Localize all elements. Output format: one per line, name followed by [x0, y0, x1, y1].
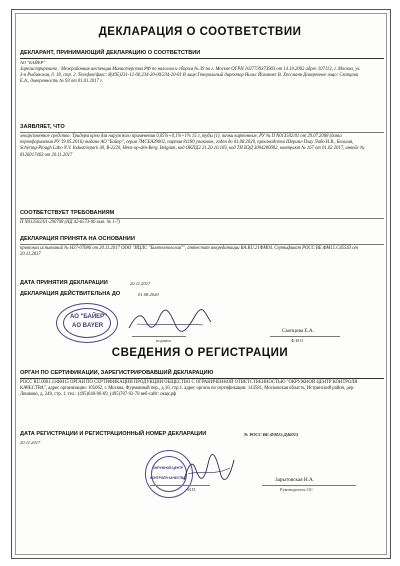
head-name: Зарытовская Н.А. [275, 477, 315, 483]
declarant-name: АО "БАЙЕР" [20, 60, 46, 65]
accepted-date: 20.11.2017 [130, 281, 151, 286]
valid-label: ДЕКЛАРАЦИЯ ДЕЙСТВИТЕЛЬНА ДО [20, 291, 121, 297]
states-heading: ЗАЯВЛЯЕТ, ЧТО [20, 124, 65, 130]
certification-stamp-bottom: КОНТРОЛЯ КАЧЕСТВА [150, 476, 186, 480]
divider [20, 58, 384, 59]
head-signature-line [150, 485, 210, 486]
name-line [270, 336, 340, 337]
company-stamp-top: АО "БАЙЕР" [70, 314, 108, 320]
accepted-label: ДАТА ПРИНЯТИЯ ДЕКЛАРАЦИИ [20, 280, 108, 286]
declaration-title: ДЕКЛАРАЦИЯ О СООТВЕТСТВИИ [98, 26, 302, 38]
declarant-text: Зарегистрировано : Межрайонная инспекция Министерства РФ по налогам и сборам № 39 по г. Москве ОГРН 1027739373903 от 14.10.2002 адрес 107113, г. Москва, ул. 3-я Рыбинская, д. 18, стр. 2. Телефон/факс: 8(495)231-12-00,234-20-00/234-20-01 В лице:Генеральный директор Нильс Йоханнес В. Хессманн Доверенное лицо: Скопцова Е.А., доверенность № 93 от 01.01.2017 г. [20, 67, 361, 85]
name-caption: Ф.И.О [291, 338, 304, 343]
registration-date: 20.11.2017 [20, 440, 41, 445]
head-name-line [262, 485, 356, 486]
states-text: лекарственное средство: Тридерм крем для наружного применения 0,05%+0,1%+1% 15 г, тубы (1), пачки картонные, РУ № П N013502/01 от 29.07.2008 (дата переоформления РУ 19.05.2016) выдано АО "Байер", серия 7MCEA39002, партия 81180 упаковок, годен до 01.08.2020, производства Шеринг-Плау Лабо Н.В., Бельгия, Schering-Plough Labo N.V. Industriepark 30, B-2220, Heist-op-den-Berg, Belgium, код ОКПД2 21.20.10.169, код ТН ВЭД 3004200002, контракт № 167 от 01.02.2017, инвойс № 8126017463 от 20.11.2017 [20, 134, 365, 158]
registration-date-heading: ДАТА РЕГИСТРАЦИИ И РЕГИСТРАЦИОННЫЙ НОМЕР ДЕКЛАРАЦИИ [20, 431, 207, 437]
declarant-heading: ДЕКЛАРАНТ, ПРИНИМАЮЩИЙ ДЕКЛАРАЦИЮ О СООТВЕТСТВИИ [20, 50, 201, 56]
head-caption: Руководитель ОС [280, 487, 313, 492]
divider [20, 244, 384, 245]
basis-text: протокол испытаний № Н37-07086 от 20.11.2017 ООО "ИЦЛС "Биотехнологии"", аттестат аккредитации RA.RU.21ФМ04. Сертификат РОСС BE.ФМ15.C45543 от 20.11.2017 [20, 246, 358, 258]
stamp-caption: М.П. [187, 487, 197, 492]
divider [20, 218, 384, 219]
certification-body-text: РОСС RU.0001.11ФМ15 ОРГАН ПО СЕРТИФИКАЦИИ ПРОДУКЦИИ ОБЩЕСТВО С ОГРАНИЧЕННОЙ ОТВЕТСТВЕННОСТЬЮ "ОКРУЖНОЙ ЦЕНТР КОНТРОЛЯ КАЧЕСТВА", адрес организации: 105062, г. Москва, Фурманный пер., д.10, стр.1. адрес органа по сертификации: 143581, Московская область, Истринский район, дер. Лешково, д. 248, стр. 1, тел.: (495)640-96-69, (495)787-92-78 веб-сайт: oкцк.рф [20, 380, 358, 398]
registration-title: СВЕДЕНИЯ О РЕГИСТРАЦИИ [111, 347, 289, 359]
declarant-signature [125, 306, 215, 336]
company-stamp-bottom: AO BAYER [72, 323, 104, 329]
certification-stamp-top: ОКРУЖНОЙ ЦЕНТР [153, 466, 184, 470]
registration-number: № РОСС BE.ФМ15.Д46015 [244, 432, 299, 437]
divider [20, 378, 384, 379]
signature-line [132, 336, 186, 337]
requirements-heading: СООТВЕТСТВУЕТ ТРЕБОВАНИЯМ [20, 210, 115, 216]
requirements-text: П N013502/01-290708 (НД 42-6573-06 вып. № 1-7) [20, 220, 120, 225]
divider [20, 132, 384, 133]
certification-body-heading: ОРГАН ПО СЕРТИФИКАЦИИ, ЗАРЕГИСТРИРОВАВШИЙ ДЕКЛАРАЦИЮ [20, 370, 214, 376]
basis-heading: ДЕКЛАРАЦИЯ ПРИНЯТА НА ОСНОВАНИИ [20, 236, 135, 242]
valid-date: 01.08.2020 [138, 292, 159, 297]
signature-caption: подпись [156, 338, 172, 343]
signer-name: Скопцова Е.А. [282, 328, 314, 334]
head-signature [178, 452, 238, 486]
